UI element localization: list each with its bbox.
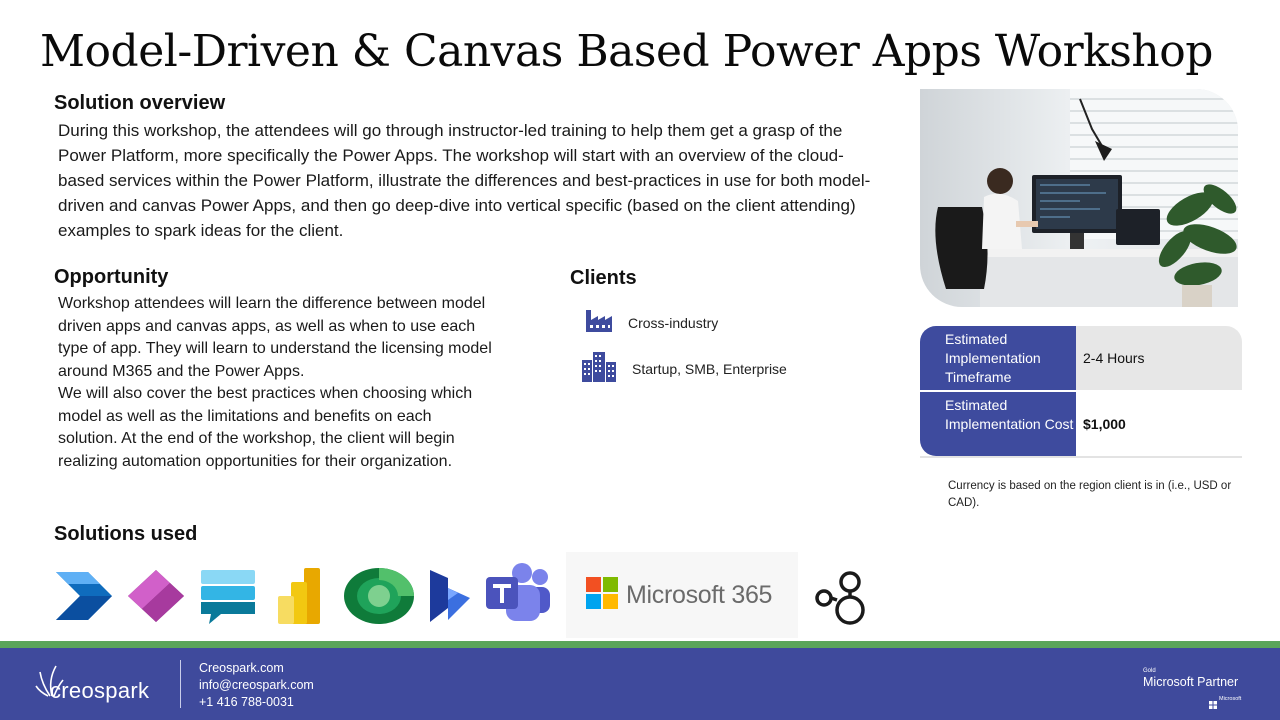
solution-overview-text: During this workshop, the attendees will go through instructor-led training to help them get a grasp of the Power Platform, more specifically the Power Apps. The workshop will start with an overview of the cloud-based services within the Power Platform, illustrate the differences and best-practices in use for both model-driven and canvas Power Apps, and then go deep-dive into vertical specific (based on the client attending) examples to spark ideas for the client. [58, 121, 871, 240]
currency-note: Currency is based on the region client is in (i.e., USD or CAD). [948, 480, 1232, 509]
estimate-row-timeframe [920, 326, 1242, 390]
microsoft-small-logo-icon [1209, 696, 1217, 714]
buildings-icon [580, 350, 618, 387]
opportunity-line: around M365 and the Power Apps. [58, 362, 305, 380]
power-apps-icon [126, 568, 186, 629]
estimate-key: Estimated Implementation Timeframe [920, 326, 1076, 390]
email-link[interactable]: info@creospark.com [199, 678, 314, 692]
partner-tier: Gold [1143, 668, 1156, 674]
clients-heading: Clients [570, 267, 637, 289]
microsoft-365-label: Microsoft 365 [626, 580, 773, 609]
client-item-cross-industry [584, 306, 718, 339]
teams-icon [484, 563, 552, 630]
power-virtual-agents-icon [199, 568, 257, 629]
partner-sub: Microsoft [1219, 696, 1242, 702]
client-label: Startup, SMB, Enterprise [632, 360, 787, 377]
network-nodes-icon [812, 570, 870, 631]
estimate-value: 2-4 Hours [1076, 326, 1242, 390]
opportunity-line: solution. At the end of the workshop, the client will begin [58, 430, 455, 447]
dynamics-icon [428, 568, 472, 629]
website-link[interactable]: Creospark.com [199, 661, 284, 675]
footer [0, 648, 1280, 720]
creospark-logo: creospark [50, 678, 150, 703]
microsoft-365-logo [566, 552, 798, 638]
solutions-used-heading: Solutions used [54, 523, 198, 545]
footer-divider [180, 660, 181, 708]
microsoft-partner-badge [1143, 668, 1242, 702]
solution-overview-heading: Solution overview [54, 92, 226, 114]
client-item-enterprise [580, 350, 787, 387]
power-bi-icon [276, 566, 324, 631]
partner-label: Microsoft Partner [1143, 675, 1239, 689]
opportunity-heading: Opportunity [54, 266, 169, 288]
page-title: Model-Driven & Canvas Based Power Apps Workshop [40, 26, 1213, 77]
contact-info [199, 660, 314, 711]
table-shadow [920, 456, 1242, 458]
dynamics-365-icon [342, 566, 416, 631]
estimate-table [920, 326, 1242, 456]
opportunity-line: realizing automation opportunities for their organization. [58, 452, 453, 470]
workspace-photo [920, 89, 1238, 307]
phone-number: +1 416 788-0031 [199, 695, 294, 709]
opportunity-line: We will also cover the best practices when choosing which [58, 385, 473, 402]
opportunity-line: driven apps and canvas apps, as well as when to use each [58, 317, 476, 335]
estimate-row-cost [920, 392, 1242, 456]
estimate-value: $1,000 [1076, 392, 1242, 456]
microsoft-logo-icon [586, 577, 618, 614]
client-label: Cross-industry [628, 314, 719, 331]
opportunity-line: type of app. They will learn to understand the licensing model [58, 340, 492, 357]
opportunity-text [58, 293, 528, 473]
power-automate-icon [54, 570, 116, 627]
estimate-key: Estimated Implementation Cost [920, 392, 1076, 456]
factory-icon [584, 306, 614, 339]
footer-accent-line [0, 641, 1280, 648]
opportunity-line: Workshop attendees will learn the difference between model [58, 295, 486, 312]
opportunity-line: model as well as the limitations and benefits on each [58, 407, 432, 425]
